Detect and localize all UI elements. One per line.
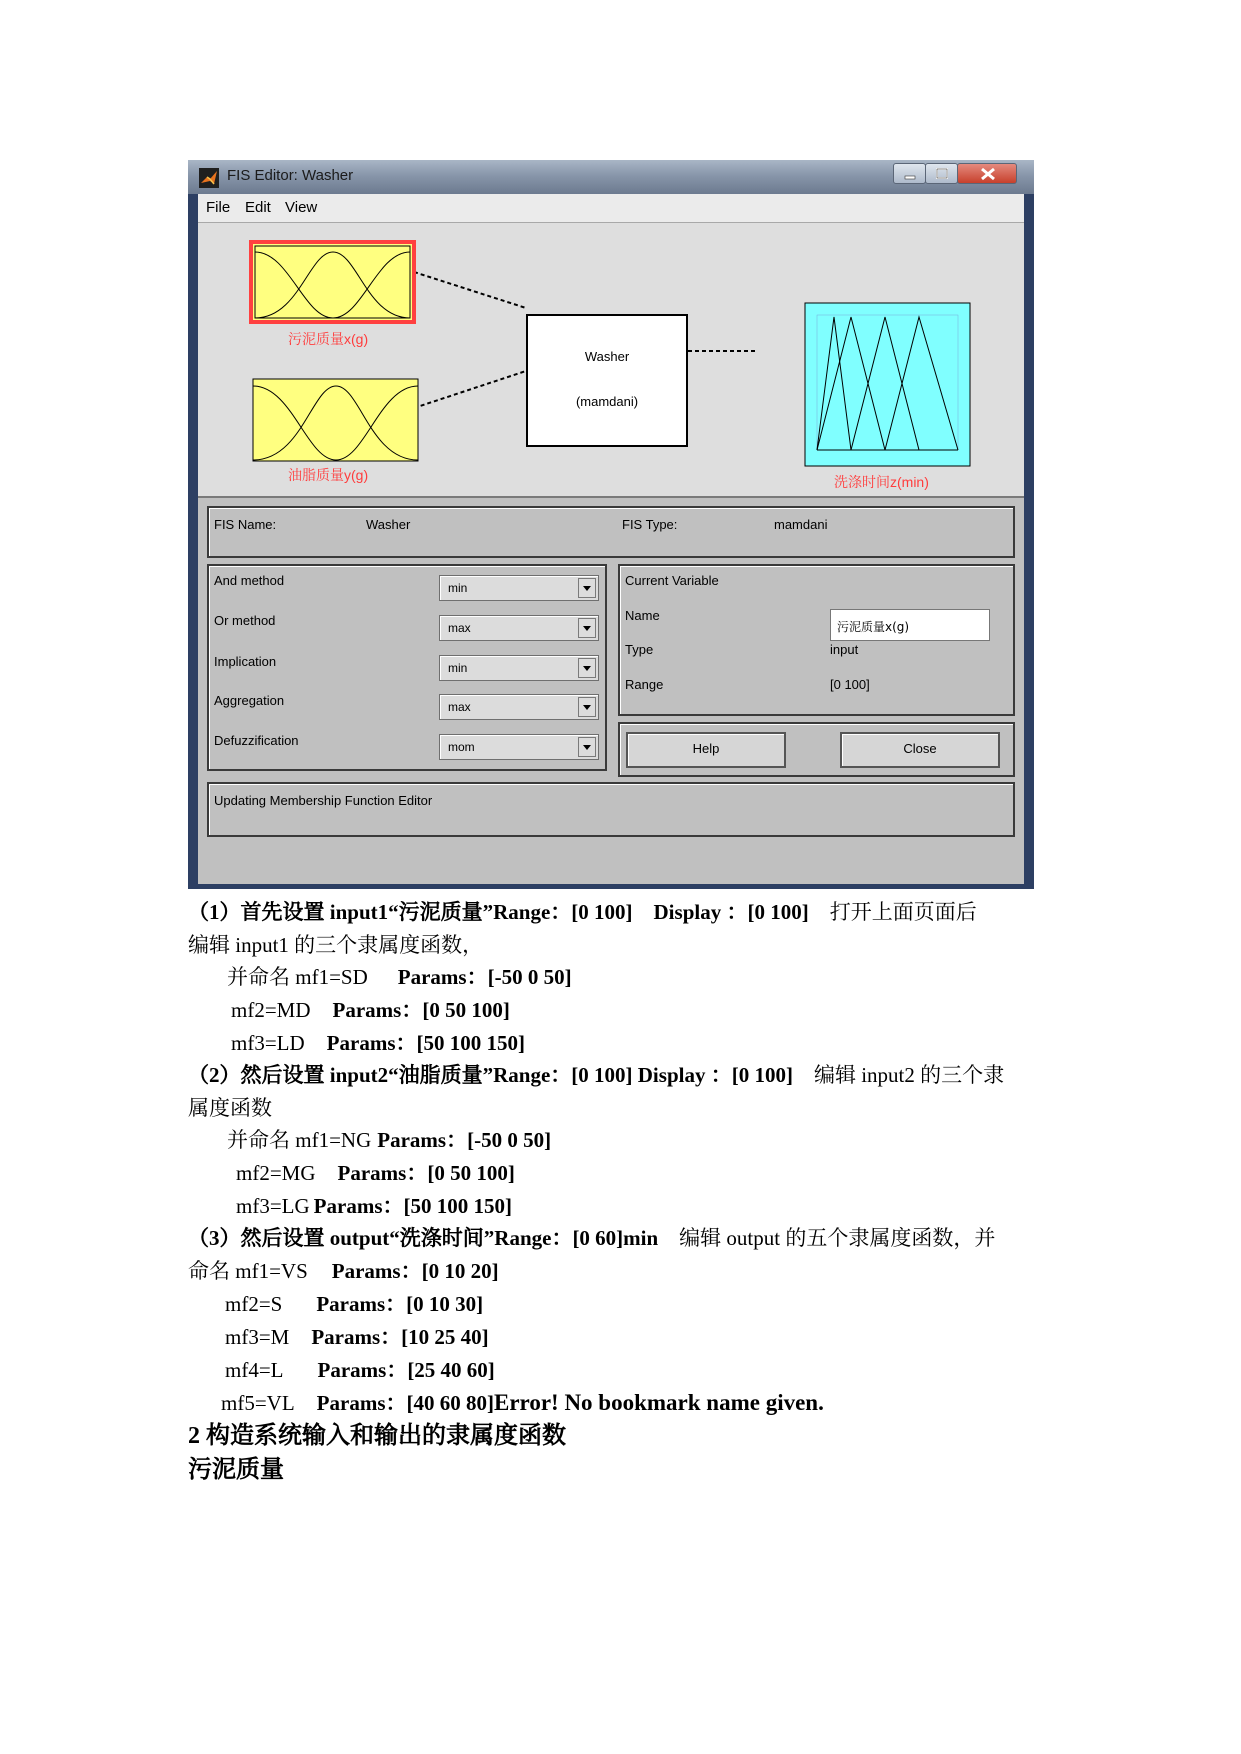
menu-bar (198, 194, 1024, 223)
heading-2: 2 构造系统输入和输出的隶属度函数 (188, 1423, 566, 1449)
input2-mf-box[interactable] (252, 378, 419, 462)
s1-mf2-params: Params：[0 50 100] (332, 998, 510, 1022)
or-method-label: Or method (214, 613, 276, 628)
s2-mf3-row (236, 1192, 512, 1220)
and-method-label: And method (214, 573, 285, 588)
close-button[interactable]: Close (840, 732, 1000, 768)
client-area (198, 194, 1024, 884)
matlab-icon (199, 168, 219, 188)
input1-mf-box[interactable] (249, 240, 416, 324)
s2-mf3-name: mf3=LG (236, 1194, 310, 1218)
s3-mf3-row (225, 1323, 489, 1351)
s3-mf5-params: Params：[40 60 80] (316, 1391, 494, 1415)
status-frame (207, 782, 1015, 837)
type-value: input (830, 642, 859, 657)
section3-tail: 编辑 output 的五个隶属度函数，并 (658, 1226, 996, 1250)
chevron-down-icon[interactable] (578, 578, 596, 598)
s1-mf1-row (227, 963, 572, 991)
property-panel (198, 498, 1024, 884)
fis-diagram (198, 223, 1024, 498)
current-variable-heading: Current Variable (625, 573, 719, 588)
menu-edit[interactable]: Edit (245, 199, 271, 216)
s1-mf3-row (231, 1029, 525, 1057)
close-icon (958, 164, 1018, 185)
section1-title: （1）首先设置 input1“污泥质量”Range：[0 100] Display ：[0 100] (188, 900, 809, 924)
s1-mf2-row (231, 996, 510, 1024)
s2-mf1-name: 并命名 mf1=NG (227, 1128, 372, 1152)
chevron-down-icon[interactable] (578, 737, 596, 757)
window-title: FIS Editor: Washer (227, 167, 354, 184)
section2-line2: 属度函数 (188, 1096, 272, 1120)
section1-tail: 打开上面页面后 (808, 900, 977, 924)
range-value: [0 100] (830, 677, 870, 692)
section2-line1 (188, 1061, 1004, 1089)
section2-tail: 编辑 input2 的三个隶 (792, 1063, 1005, 1087)
or-method-dropdown[interactable] (439, 615, 599, 641)
s3-mf3-params: Params：[10 25 40] (311, 1325, 489, 1349)
s3-mf5-row (221, 1389, 824, 1417)
methods-frame (207, 564, 607, 771)
s3-mf2-row (225, 1290, 483, 1318)
s2-mf2-name: mf2=MG (236, 1161, 316, 1185)
s1-mf1-name: 并命名 mf1=SD (227, 965, 368, 989)
s3-mf1-params: Params：[0 10 20] (331, 1259, 499, 1283)
and-method-dropdown[interactable] (439, 575, 599, 601)
output-mf-box[interactable] (804, 302, 971, 467)
status-text: Updating Membership Function Editor (214, 793, 433, 808)
variable-name-input[interactable]: 污泥质量x(g) (830, 609, 990, 641)
s3-mf1-row (188, 1257, 499, 1285)
menu-view[interactable]: View (285, 199, 318, 216)
or-method-value: max (448, 621, 471, 635)
section3-title: （3）然后设置 output“洗涤时间”Range：[0 60]min (188, 1226, 659, 1250)
help-button[interactable]: Help (626, 732, 786, 768)
s1-mf2-name: mf2=MD (231, 998, 311, 1022)
implication-label: Implication (214, 654, 277, 669)
type-label: Type (625, 642, 654, 657)
title-bar[interactable] (188, 160, 1034, 194)
s1-mf3-name: mf3=LD (231, 1031, 305, 1055)
input2-label: 油脂质量y(g) (288, 467, 369, 483)
s3-mf5-name: mf5=VL (221, 1391, 295, 1415)
range-label: Range (625, 677, 664, 692)
fis-name-value: Washer (366, 517, 411, 532)
menu-file[interactable]: File (206, 199, 231, 216)
s2-mf2-row (236, 1159, 515, 1187)
defuzzification-label: Defuzzification (214, 733, 299, 748)
section3-line1 (188, 1224, 995, 1252)
section1-line2: 编辑 input1 的三个隶属度函数， (188, 933, 484, 957)
system-type: (mamdani) (575, 394, 639, 409)
s2-mf3-params: Params：[50 100 150] (313, 1194, 512, 1218)
s1-mf3-params: Params：[50 100 150] (326, 1031, 525, 1055)
s3-mf4-name: mf4=L (225, 1358, 284, 1382)
aggregation-label: Aggregation (214, 693, 285, 708)
s3-mf1-name: 命名 mf1=VS (188, 1259, 308, 1283)
minimize-icon (894, 164, 927, 185)
defuzzification-value: mom (448, 740, 475, 754)
s3-mf2-name: mf2=S (225, 1292, 283, 1316)
aggregation-value: max (448, 700, 471, 714)
subheading: 污泥质量 (188, 1457, 284, 1483)
maximize-icon (926, 164, 959, 185)
section2-title: （2）然后设置 input2“油脂质量”Range：[0 100] Display ：[0 100] (188, 1063, 793, 1087)
s3-mf2-params: Params：[0 10 30] (316, 1292, 484, 1316)
and-method-value: min (448, 581, 468, 595)
defuzzification-dropdown[interactable] (439, 734, 599, 760)
close-window-button[interactable] (957, 163, 1017, 184)
fis-editor-window (188, 160, 1034, 889)
fis-info-frame (207, 506, 1015, 558)
chevron-down-icon[interactable] (578, 658, 596, 678)
s3-mf4-params: Params：[25 40 60] (317, 1358, 495, 1382)
output-label: 洗涤时间z(min) (834, 474, 929, 490)
maximize-button[interactable] (925, 163, 958, 184)
s3-mf3-name: mf3=M (225, 1325, 290, 1349)
fis-system-box[interactable] (526, 314, 688, 447)
implication-dropdown[interactable] (439, 655, 599, 681)
s1-mf1-params: Params：[-50 0 50] (397, 965, 572, 989)
bookmark-error: Error! No bookmark name given. (493, 1390, 824, 1415)
name-label: Name (625, 608, 660, 623)
s2-mf2-params: Params：[0 50 100] (337, 1161, 515, 1185)
implication-value: min (448, 661, 468, 675)
fis-type-value: mamdani (774, 517, 828, 532)
chevron-down-icon[interactable] (578, 618, 596, 638)
system-name: Washer (584, 349, 630, 364)
s2-mf1-params: Params：[-50 0 50] (377, 1128, 552, 1152)
chevron-down-icon[interactable] (578, 697, 596, 717)
s2-mf1-row (227, 1126, 551, 1154)
aggregation-dropdown[interactable] (439, 694, 599, 720)
fis-name-label: FIS Name: (214, 517, 277, 532)
s3-mf4-row (225, 1356, 495, 1384)
section1-line1 (188, 898, 977, 926)
fis-type-label: FIS Type: (622, 517, 678, 532)
input1-label: 污泥质量x(g) (288, 331, 369, 347)
minimize-button[interactable] (893, 163, 926, 184)
